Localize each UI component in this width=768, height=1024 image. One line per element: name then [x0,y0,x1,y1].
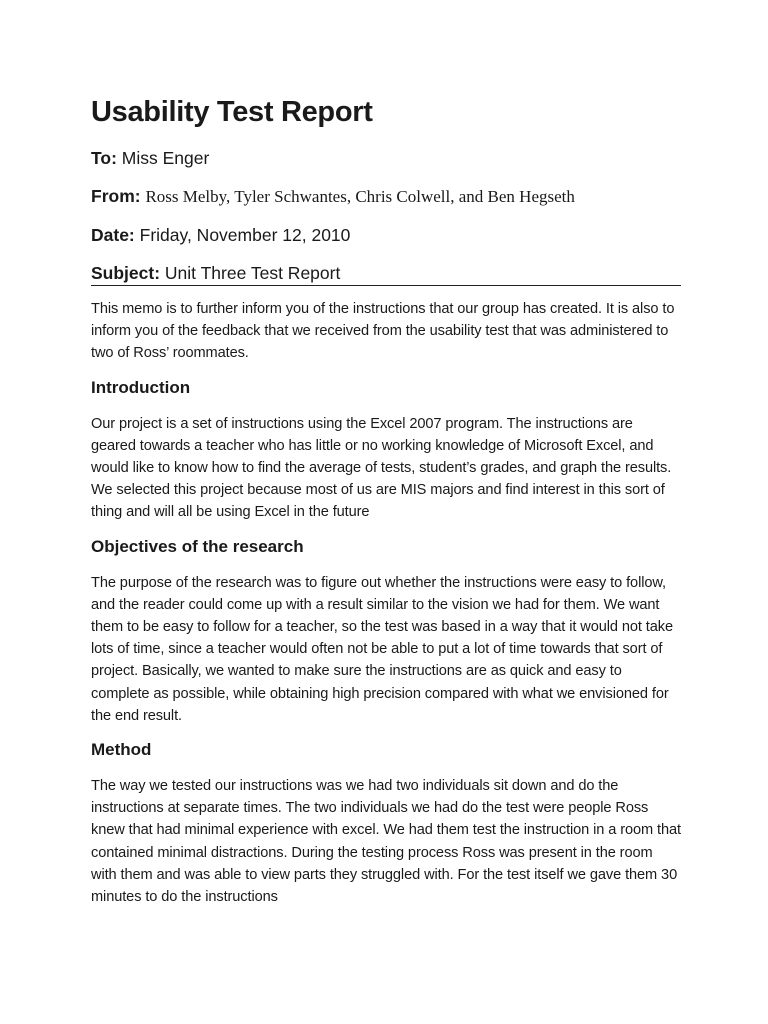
section-heading-objectives: Objectives of the research [91,536,304,556]
from-value: Ross Melby, Tyler Schwantes, Chris Colwell, and Ben Hegseth [145,187,575,206]
intro-paragraph: This memo is to further inform you of the instructions that our group has created. It is also to inform you of the feedback that we received from the usability test that was administered to two of Ross’ roommates. [91,301,675,362]
section-heading-method: Method [91,740,152,760]
subject-value: Unit Three Test Report [164,263,341,283]
to-value: Miss Enger [121,148,210,168]
memo-content [91,96,681,920]
date-value: Friday, November 12, 2010 [139,225,351,245]
to-line [91,147,681,169]
page-title: Usability Test Report [91,96,373,128]
section-heading-introduction: Introduction [91,377,191,397]
from-line [91,185,681,208]
section-body-objectives: The purpose of the research was to figure out whether the instructions were easy to follow, and the reader could come up with a result similar to the vision we had for them. We want them to be easy to follow for a teacher, so the test was based in a way that it would not take lots of time, since a teacher would often not be able to put a lot of time towards that sort of project. Basically, we wanted to make sure the instructions are as quick and easy to complete as possible, while obtaining high precision compared with what we envisioned for the end result. [91,574,673,724]
to-label: To: [91,148,117,168]
subject-line [91,262,681,286]
from-label: From: [91,186,141,206]
date-label: Date: [91,225,135,245]
date-line [91,224,681,246]
subject-label: Subject: [91,263,161,283]
section-body-introduction: Our project is a set of instructions using the Excel 2007 program. The instructions are geared towards a teacher who has little or no working knowledge of Microsoft Excel, and would like to know how to find the average of tests, student’s grades, and graph the results. We selected this project because most of us are MIS majors and find interest in this sort of thing and will all be using Excel in the future [91,415,672,521]
section-body-method: The way we tested our instructions was we had two individuals sit down and do the instructions at separate times. The two individuals we had do the test were people Ross knew that had minimal experience with excel. We had them test the instruction in a room that contained minimal distractions. During the testing process Ross was present in the room with them and was able to view parts they struggled with. For the test itself we gave them 30 minutes to do the instructions [91,778,681,906]
